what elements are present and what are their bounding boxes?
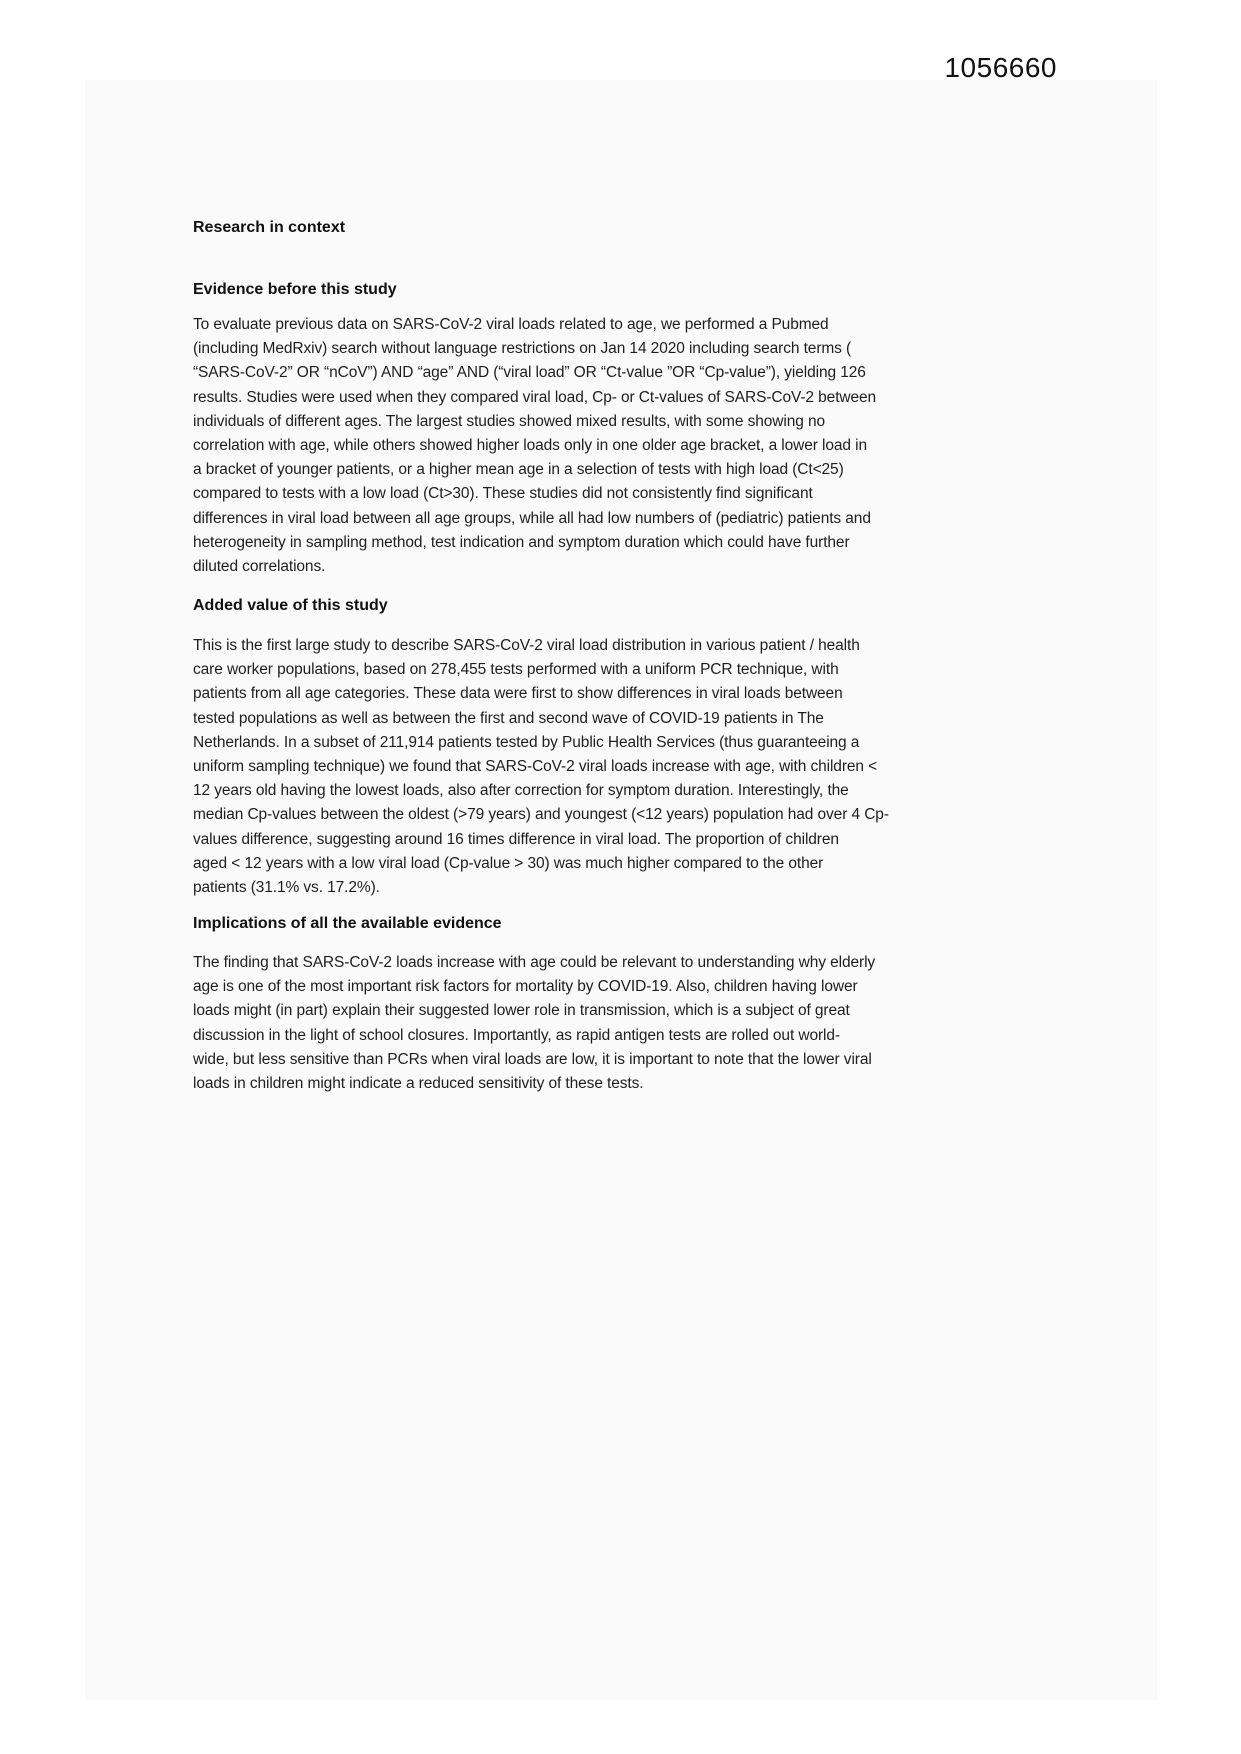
paragraph-line: aged < 12 years with a low viral load (Cp-value > 30) was much higher compared to the other — [193, 854, 824, 872]
section-heading-evidence: Evidence before this study — [193, 281, 397, 298]
paragraph-line: discussion in the light of school closures. Importantly, as rapid antigen tests are rolled out world- — [193, 1026, 840, 1044]
section-paragraph-added-value — [193, 634, 983, 900]
section-paragraph-evidence — [193, 313, 983, 579]
paragraph-line: This is the first large study to describe SARS-CoV-2 viral load distribution in various patient / health — [193, 637, 860, 654]
paragraph-line: compared to tests with a low load (Ct>30). These studies did not consistently find significant — [193, 485, 813, 503]
paragraph-line: 12 years old having the lowest loads, also after correction for symptom duration. Interestingly, the — [193, 782, 849, 800]
paragraph-line: patients from all age categories. These data were first to show differences in viral loads between — [193, 685, 843, 703]
paragraph-line: diluted correlations. — [193, 557, 326, 575]
paragraph-line: individuals of different ages. The largest studies showed mixed results, with some showing no — [193, 412, 825, 430]
paragraph-line: correlation with age, while others showed higher loads only in one older age bracket, a lower load in — [193, 436, 868, 454]
paragraph-line: values difference, suggesting around 16 times difference in viral load. The proportion of children — [193, 830, 839, 848]
paragraph-line: results. Studies were used when they compared viral load, Cp- or Ct-values of SARS-CoV-2 between — [193, 388, 877, 406]
section-paragraph-implications — [193, 951, 983, 1096]
paragraph-line: The finding that SARS-CoV-2 loads increase with age could be relevant to understanding why elderly — [193, 954, 876, 971]
paragraph-line: “SARS-CoV-2” OR “nCoV”) AND “age” AND (“viral load” OR “Ct-value ”OR “Cp-value”), yielding 126 — [193, 364, 866, 382]
box-title: Research in context — [193, 219, 346, 236]
paragraph-line: age is one of the most important risk factors for mortality by COVID-19. Also, children having lower — [193, 978, 858, 996]
paragraph-line: a bracket of younger patients, or a higher mean age in a selection of tests with high load (Ct<25) — [193, 461, 844, 479]
paragraph-line: To evaluate previous data on SARS-CoV-2 viral loads related to age, we performed a Pubmed — [193, 316, 829, 333]
paragraph-line: loads might (in part) explain their suggested lower role in transmission, which is a subject of great — [193, 1002, 850, 1020]
paragraph-line: loads in children might indicate a reduced sensitivity of these tests. — [193, 1074, 644, 1092]
paragraph-line: patients (31.1% vs. 17.2%). — [193, 878, 380, 896]
paragraph-line: care worker populations, based on 278,455 tests performed with a uniform PCR technique, with — [193, 661, 839, 679]
paragraph-line: tested populations as well as between the first and second wave of COVID-19 patients in The — [193, 709, 824, 727]
section-heading-implications: Implications of all the available evidence — [193, 915, 502, 932]
manuscript-id: 1056660 — [944, 52, 1057, 83]
paragraph-line: wide, but less sensitive than PCRs when viral loads are low, it is important to note that the lower viral — [193, 1050, 872, 1068]
paragraph-line: (including MedRxiv) search without language restrictions on Jan 14 2020 including search terms ( — [193, 340, 852, 358]
paragraph-line: median Cp-values between the oldest (>79 years) and youngest (<12 years) population had over 4 Cp- — [193, 806, 889, 824]
paragraph-line: differences in viral load between all age groups, while all had low numbers of (pediatric) patients and — [193, 509, 871, 527]
paragraph-line: uniform sampling technique) we found that SARS-CoV-2 viral loads increase with age, with children < — [193, 757, 878, 775]
paragraph-line: heterogeneity in sampling method, test indication and symptom duration which could have further — [193, 533, 850, 551]
paragraph-line: Netherlands. In a subset of 211,914 patients tested by Public Health Services (thus guaranteeing a — [193, 733, 860, 751]
section-heading-added-value: Added value of this study — [193, 597, 388, 614]
